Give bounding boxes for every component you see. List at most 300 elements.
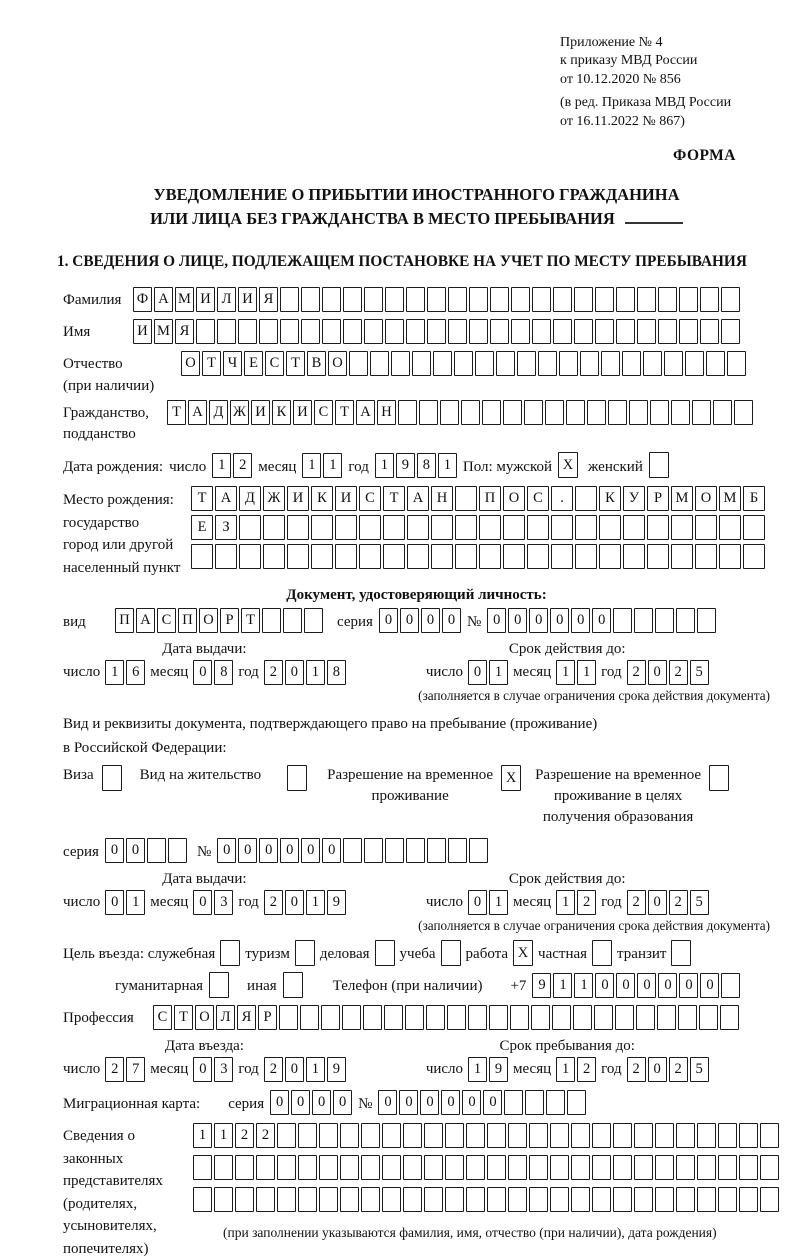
doc-seriya-input[interactable]: [379, 608, 461, 633]
char-cell[interactable]: 9: [489, 1057, 508, 1082]
char-cell[interactable]: [529, 1155, 548, 1180]
char-cell[interactable]: 1: [489, 890, 508, 915]
char-cell[interactable]: [361, 1123, 380, 1148]
char-cell[interactable]: 1: [306, 890, 325, 915]
char-cell[interactable]: [238, 319, 257, 344]
char-cell[interactable]: [504, 1090, 523, 1115]
char-cell[interactable]: [406, 287, 425, 312]
char-cell[interactable]: [553, 319, 572, 344]
char-cell[interactable]: [676, 608, 695, 633]
char-cell[interactable]: [657, 1005, 676, 1030]
char-cell[interactable]: [655, 1187, 674, 1212]
char-cell[interactable]: 3: [214, 890, 233, 915]
char-cell[interactable]: [445, 1123, 464, 1148]
char-cell[interactable]: Н: [431, 486, 453, 511]
char-cell[interactable]: [298, 1123, 317, 1148]
char-cell[interactable]: [319, 1123, 338, 1148]
char-cell[interactable]: [655, 608, 674, 633]
char-cell[interactable]: [102, 765, 122, 791]
birth-day-input[interactable]: [212, 453, 252, 478]
char-cell[interactable]: 2: [105, 1057, 124, 1082]
char-cell[interactable]: А: [356, 400, 375, 425]
stay-year-input[interactable]: [627, 1057, 709, 1082]
char-cell[interactable]: 9: [327, 890, 346, 915]
char-cell[interactable]: С: [153, 1005, 172, 1030]
char-cell[interactable]: 0: [193, 1057, 212, 1082]
res-issue-day-input[interactable]: [105, 890, 145, 915]
char-cell[interactable]: 2: [627, 1057, 646, 1082]
char-cell[interactable]: [679, 319, 698, 344]
char-cell[interactable]: [709, 765, 729, 791]
char-cell[interactable]: X: [558, 452, 578, 478]
char-cell[interactable]: [592, 940, 612, 966]
char-cell[interactable]: Ч: [223, 351, 242, 376]
char-cell[interactable]: 1: [438, 453, 457, 478]
char-cell[interactable]: [574, 319, 593, 344]
char-cell[interactable]: [760, 1155, 779, 1180]
char-cell[interactable]: [383, 515, 405, 540]
surname-input[interactable]: [133, 287, 740, 312]
char-cell[interactable]: [592, 1123, 611, 1148]
char-cell[interactable]: [739, 1123, 758, 1148]
char-cell[interactable]: Т: [202, 351, 221, 376]
char-cell[interactable]: [322, 287, 341, 312]
char-cell[interactable]: [695, 544, 717, 569]
char-cell[interactable]: Д: [209, 400, 228, 425]
patronymic-input[interactable]: [181, 351, 746, 376]
char-cell[interactable]: [407, 544, 429, 569]
char-cell[interactable]: 0: [378, 1090, 397, 1115]
char-cell[interactable]: [382, 1187, 401, 1212]
char-cell[interactable]: [721, 319, 740, 344]
char-cell[interactable]: 0: [400, 608, 419, 633]
char-cell[interactable]: 6: [126, 660, 145, 685]
char-cell[interactable]: Д: [239, 486, 261, 511]
char-cell[interactable]: 2: [669, 890, 688, 915]
char-cell[interactable]: [587, 400, 606, 425]
purpose-inaya-checkbox[interactable]: [283, 972, 303, 998]
char-cell[interactable]: [448, 287, 467, 312]
char-cell[interactable]: М: [154, 319, 173, 344]
char-cell[interactable]: [637, 287, 656, 312]
char-cell[interactable]: [262, 608, 281, 633]
char-cell[interactable]: 9: [327, 1057, 346, 1082]
char-cell[interactable]: [718, 1123, 737, 1148]
char-cell[interactable]: [692, 400, 711, 425]
char-cell[interactable]: [571, 1123, 590, 1148]
char-cell[interactable]: [287, 765, 307, 791]
char-cell[interactable]: М: [671, 486, 693, 511]
char-cell[interactable]: [608, 400, 627, 425]
char-cell[interactable]: 1: [556, 890, 575, 915]
char-cell[interactable]: [482, 400, 501, 425]
char-cell[interactable]: 0: [468, 660, 487, 685]
char-cell[interactable]: [403, 1123, 422, 1148]
char-cell[interactable]: [658, 319, 677, 344]
char-cell[interactable]: [664, 351, 683, 376]
char-cell[interactable]: [217, 319, 236, 344]
char-cell[interactable]: 2: [577, 1057, 596, 1082]
char-cell[interactable]: Ф: [133, 287, 152, 312]
char-cell[interactable]: [720, 1005, 739, 1030]
char-cell[interactable]: [623, 515, 645, 540]
char-cell[interactable]: [343, 287, 362, 312]
char-cell[interactable]: [469, 319, 488, 344]
char-cell[interactable]: [580, 351, 599, 376]
char-cell[interactable]: 0: [571, 608, 590, 633]
char-cell[interactable]: П: [115, 608, 134, 633]
char-cell[interactable]: 1: [556, 660, 575, 685]
purpose-delovaya-checkbox[interactable]: [375, 940, 395, 966]
char-cell[interactable]: [634, 1123, 653, 1148]
char-cell[interactable]: [615, 1005, 634, 1030]
char-cell[interactable]: [743, 515, 765, 540]
char-cell[interactable]: [419, 400, 438, 425]
char-cell[interactable]: [475, 351, 494, 376]
char-cell[interactable]: [676, 1155, 695, 1180]
char-cell[interactable]: В: [307, 351, 326, 376]
char-cell[interactable]: [575, 515, 597, 540]
char-cell[interactable]: [403, 1187, 422, 1212]
char-cell[interactable]: Е: [191, 515, 213, 540]
char-cell[interactable]: 2: [627, 890, 646, 915]
char-cell[interactable]: [671, 544, 693, 569]
purpose-rabota-checkbox[interactable]: [513, 940, 533, 966]
char-cell[interactable]: О: [503, 486, 525, 511]
char-cell[interactable]: [277, 1155, 296, 1180]
birth-year-input[interactable]: [375, 453, 457, 478]
char-cell[interactable]: Т: [241, 608, 260, 633]
char-cell[interactable]: [700, 287, 719, 312]
char-cell[interactable]: [263, 544, 285, 569]
char-cell[interactable]: 2: [264, 660, 283, 685]
char-cell[interactable]: [220, 940, 240, 966]
char-cell[interactable]: [191, 544, 213, 569]
char-cell[interactable]: [551, 515, 573, 540]
char-cell[interactable]: У: [623, 486, 645, 511]
given-name-input[interactable]: [133, 319, 740, 344]
char-cell[interactable]: [403, 1155, 422, 1180]
char-cell[interactable]: 0: [105, 890, 124, 915]
char-cell[interactable]: [214, 1187, 233, 1212]
char-cell[interactable]: [525, 1090, 544, 1115]
char-cell[interactable]: [532, 287, 551, 312]
purpose-chastnaya-checkbox[interactable]: [592, 940, 612, 966]
char-cell[interactable]: С: [527, 486, 549, 511]
profession-input[interactable]: [153, 1005, 739, 1030]
char-cell[interactable]: [426, 1005, 445, 1030]
char-cell[interactable]: [637, 319, 656, 344]
purpose-tranzit-checkbox[interactable]: [671, 940, 691, 966]
representatives-row3-input[interactable]: [193, 1187, 779, 1212]
purpose-turizm-checkbox[interactable]: [295, 940, 315, 966]
char-cell[interactable]: [340, 1123, 359, 1148]
char-cell[interactable]: А: [215, 486, 237, 511]
char-cell[interactable]: 0: [270, 1090, 289, 1115]
valid-day-input[interactable]: [468, 660, 508, 685]
char-cell[interactable]: 1: [306, 660, 325, 685]
char-cell[interactable]: 2: [264, 1057, 283, 1082]
valid-year-input[interactable]: [627, 660, 709, 685]
char-cell[interactable]: [385, 287, 404, 312]
char-cell[interactable]: 0: [421, 608, 440, 633]
res-issue-month-input[interactable]: [193, 890, 233, 915]
char-cell[interactable]: Н: [377, 400, 396, 425]
char-cell[interactable]: [440, 400, 459, 425]
char-cell[interactable]: 1: [193, 1123, 212, 1148]
char-cell[interactable]: 0: [529, 608, 548, 633]
char-cell[interactable]: [431, 515, 453, 540]
char-cell[interactable]: [529, 1187, 548, 1212]
temp-residence-checkbox[interactable]: [501, 765, 521, 791]
char-cell[interactable]: 0: [312, 1090, 331, 1115]
char-cell[interactable]: 0: [468, 890, 487, 915]
char-cell[interactable]: 2: [233, 453, 252, 478]
char-cell[interactable]: [196, 319, 215, 344]
char-cell[interactable]: [529, 1123, 548, 1148]
char-cell[interactable]: И: [133, 319, 152, 344]
char-cell[interactable]: [552, 1005, 571, 1030]
char-cell[interactable]: [592, 1155, 611, 1180]
char-cell[interactable]: [531, 1005, 550, 1030]
entry-month-input[interactable]: [193, 1057, 233, 1082]
char-cell[interactable]: И: [293, 400, 312, 425]
char-cell[interactable]: 0: [217, 838, 236, 863]
char-cell[interactable]: 0: [259, 838, 278, 863]
issue-month-input[interactable]: [193, 660, 233, 685]
char-cell[interactable]: [489, 1005, 508, 1030]
char-cell[interactable]: [517, 351, 536, 376]
representatives-row2-input[interactable]: [193, 1155, 779, 1180]
char-cell[interactable]: [466, 1187, 485, 1212]
stay-month-input[interactable]: [556, 1057, 596, 1082]
char-cell[interactable]: К: [272, 400, 291, 425]
char-cell[interactable]: [613, 1187, 632, 1212]
char-cell[interactable]: [259, 319, 278, 344]
res-number-input[interactable]: [217, 838, 488, 863]
char-cell[interactable]: [511, 319, 530, 344]
birthplace-row3-input[interactable]: [191, 544, 765, 569]
char-cell[interactable]: [349, 351, 368, 376]
temp-residence-edu-checkbox[interactable]: [709, 765, 729, 791]
char-cell[interactable]: [319, 1187, 338, 1212]
res-valid-year-input[interactable]: [627, 890, 709, 915]
char-cell[interactable]: [545, 400, 564, 425]
char-cell[interactable]: [594, 1005, 613, 1030]
char-cell[interactable]: 0: [322, 838, 341, 863]
char-cell[interactable]: [455, 544, 477, 569]
char-cell[interactable]: И: [196, 287, 215, 312]
char-cell[interactable]: [343, 838, 362, 863]
char-cell[interactable]: [658, 287, 677, 312]
char-cell[interactable]: Р: [647, 486, 669, 511]
char-cell[interactable]: [382, 1123, 401, 1148]
char-cell[interactable]: [466, 1123, 485, 1148]
char-cell[interactable]: [727, 351, 746, 376]
char-cell[interactable]: [479, 515, 501, 540]
char-cell[interactable]: [503, 400, 522, 425]
entry-year-input[interactable]: [264, 1057, 346, 1082]
char-cell[interactable]: [571, 1155, 590, 1180]
char-cell[interactable]: [695, 515, 717, 540]
char-cell[interactable]: А: [136, 608, 155, 633]
char-cell[interactable]: Р: [258, 1005, 277, 1030]
purpose-gumanitarnaya-checkbox[interactable]: [209, 972, 229, 998]
char-cell[interactable]: [385, 319, 404, 344]
char-cell[interactable]: [391, 351, 410, 376]
char-cell[interactable]: 2: [577, 890, 596, 915]
char-cell[interactable]: [454, 351, 473, 376]
char-cell[interactable]: [279, 1005, 298, 1030]
res-valid-day-input[interactable]: [468, 890, 508, 915]
char-cell[interactable]: [382, 1155, 401, 1180]
char-cell[interactable]: [468, 1005, 487, 1030]
char-cell[interactable]: 1: [556, 1057, 575, 1082]
char-cell[interactable]: 1: [306, 1057, 325, 1082]
char-cell[interactable]: [613, 1155, 632, 1180]
char-cell[interactable]: [629, 400, 648, 425]
char-cell[interactable]: [595, 287, 614, 312]
char-cell[interactable]: 0: [301, 838, 320, 863]
char-cell[interactable]: [193, 1187, 212, 1212]
char-cell[interactable]: Е: [244, 351, 263, 376]
char-cell[interactable]: [550, 1123, 569, 1148]
char-cell[interactable]: [263, 515, 285, 540]
char-cell[interactable]: [209, 972, 229, 998]
char-cell[interactable]: Я: [175, 319, 194, 344]
char-cell[interactable]: С: [157, 608, 176, 633]
char-cell[interactable]: [599, 515, 621, 540]
char-cell[interactable]: 0: [508, 608, 527, 633]
char-cell[interactable]: [496, 351, 515, 376]
char-cell[interactable]: [239, 544, 261, 569]
char-cell[interactable]: 8: [214, 660, 233, 685]
char-cell[interactable]: 0: [193, 890, 212, 915]
entry-day-input[interactable]: [105, 1057, 145, 1082]
char-cell[interactable]: 2: [669, 1057, 688, 1082]
char-cell[interactable]: Я: [237, 1005, 256, 1030]
char-cell[interactable]: [298, 1155, 317, 1180]
char-cell[interactable]: [634, 608, 653, 633]
char-cell[interactable]: 0: [105, 838, 124, 863]
char-cell[interactable]: К: [599, 486, 621, 511]
char-cell[interactable]: 1: [577, 660, 596, 685]
char-cell[interactable]: [567, 1090, 586, 1115]
char-cell[interactable]: 0: [399, 1090, 418, 1115]
char-cell[interactable]: А: [188, 400, 207, 425]
char-cell[interactable]: [469, 287, 488, 312]
char-cell[interactable]: К: [311, 486, 333, 511]
char-cell[interactable]: [370, 351, 389, 376]
char-cell[interactable]: [427, 319, 446, 344]
char-cell[interactable]: 0: [648, 1057, 667, 1082]
char-cell[interactable]: [623, 544, 645, 569]
char-cell[interactable]: [359, 544, 381, 569]
char-cell[interactable]: 0: [487, 608, 506, 633]
char-cell[interactable]: [718, 1155, 737, 1180]
char-cell[interactable]: [406, 319, 425, 344]
char-cell[interactable]: 1: [375, 453, 394, 478]
residence-permit-checkbox[interactable]: [287, 765, 307, 791]
char-cell[interactable]: [304, 608, 323, 633]
char-cell[interactable]: 0: [550, 608, 569, 633]
char-cell[interactable]: [487, 1123, 506, 1148]
char-cell[interactable]: И: [238, 287, 257, 312]
birthplace-row2-input[interactable]: [191, 515, 765, 540]
char-cell[interactable]: 0: [126, 838, 145, 863]
char-cell[interactable]: Б: [743, 486, 765, 511]
char-cell[interactable]: [455, 486, 477, 511]
birth-month-input[interactable]: [302, 453, 342, 478]
char-cell[interactable]: 0: [420, 1090, 439, 1115]
char-cell[interactable]: 0: [616, 973, 635, 998]
char-cell[interactable]: А: [407, 486, 429, 511]
char-cell[interactable]: [719, 515, 741, 540]
char-cell[interactable]: [538, 351, 557, 376]
char-cell[interactable]: [676, 1123, 695, 1148]
char-cell[interactable]: Ж: [263, 486, 285, 511]
char-cell[interactable]: 0: [592, 608, 611, 633]
birthplace-row1-input[interactable]: [191, 486, 765, 511]
char-cell[interactable]: [235, 1155, 254, 1180]
char-cell[interactable]: [671, 400, 690, 425]
char-cell[interactable]: 5: [690, 890, 709, 915]
char-cell[interactable]: [511, 287, 530, 312]
char-cell[interactable]: 0: [648, 890, 667, 915]
char-cell[interactable]: [634, 1187, 653, 1212]
doc-number-input[interactable]: [487, 608, 716, 633]
sex-female-checkbox[interactable]: [649, 452, 669, 478]
visa-checkbox[interactable]: [102, 765, 122, 791]
char-cell[interactable]: [287, 544, 309, 569]
char-cell[interactable]: 7: [126, 1057, 145, 1082]
char-cell[interactable]: [375, 940, 395, 966]
char-cell[interactable]: 1: [489, 660, 508, 685]
char-cell[interactable]: И: [335, 486, 357, 511]
char-cell[interactable]: 1: [468, 1057, 487, 1082]
char-cell[interactable]: 0: [193, 660, 212, 685]
purpose-ucheba-checkbox[interactable]: [441, 940, 461, 966]
char-cell[interactable]: Т: [191, 486, 213, 511]
char-cell[interactable]: [655, 1123, 674, 1148]
char-cell[interactable]: [340, 1187, 359, 1212]
char-cell[interactable]: [364, 287, 383, 312]
char-cell[interactable]: 0: [637, 973, 656, 998]
char-cell[interactable]: И: [251, 400, 270, 425]
char-cell[interactable]: [407, 515, 429, 540]
char-cell[interactable]: [385, 838, 404, 863]
representatives-row1-input[interactable]: [193, 1123, 779, 1148]
char-cell[interactable]: 0: [379, 608, 398, 633]
char-cell[interactable]: [445, 1187, 464, 1212]
char-cell[interactable]: Р: [220, 608, 239, 633]
issue-day-input[interactable]: [105, 660, 145, 685]
char-cell[interactable]: 1: [214, 1123, 233, 1148]
char-cell[interactable]: [287, 515, 309, 540]
stay-day-input[interactable]: [468, 1057, 508, 1082]
char-cell[interactable]: 0: [483, 1090, 502, 1115]
char-cell[interactable]: [650, 400, 669, 425]
char-cell[interactable]: Л: [216, 1005, 235, 1030]
char-cell[interactable]: 2: [264, 890, 283, 915]
char-cell[interactable]: [546, 1090, 565, 1115]
char-cell[interactable]: [655, 1155, 674, 1180]
char-cell[interactable]: [469, 838, 488, 863]
char-cell[interactable]: [551, 544, 573, 569]
char-cell[interactable]: [364, 838, 383, 863]
char-cell[interactable]: 0: [285, 660, 304, 685]
char-cell[interactable]: [359, 515, 381, 540]
